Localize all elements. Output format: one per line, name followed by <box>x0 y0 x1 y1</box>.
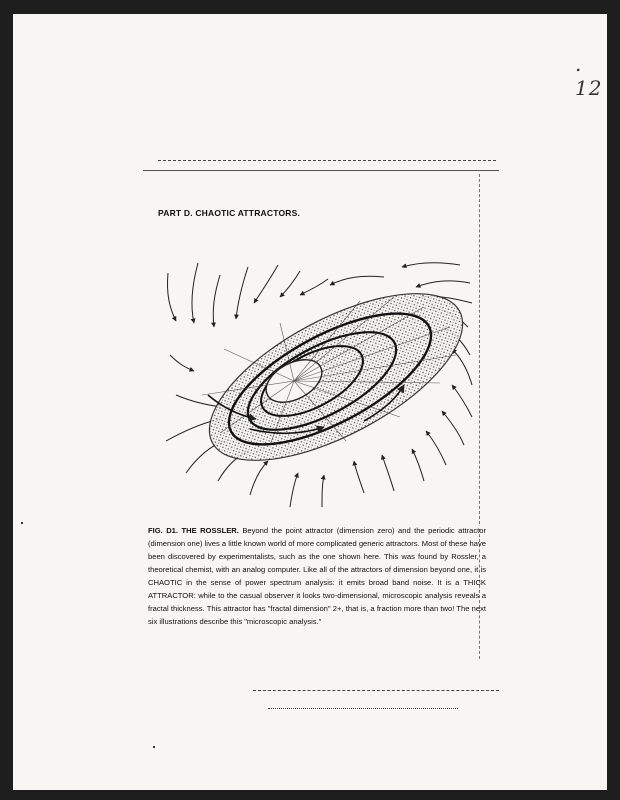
page-number: . 12 <box>575 52 603 100</box>
caption-label: FIG. D1. THE ROSSLER. <box>148 526 239 535</box>
bottom-rule-upper <box>253 690 499 691</box>
rossler-attractor-figure <box>150 245 485 515</box>
top-rule-upper <box>158 160 496 161</box>
caption-body: Beyond the point attractor (dimension zero) and the periodic attractor (dimension one) lives a little known world of more complicated generic attractors. Most of these have been discovered by experimentalists, such as the one shown here. This was found by Rossler, a theoretical chemist, with an analog computer. Like all of the attractors of dimension beyond one, it is CHAOTIC in the sense of power spectrum analysis: it emits broad band noise. It is a THICK ATTRACTOR: while to the casual observer it looks two-dimensional, microscopic analysis reveals a fractal thickness. This attractor has "fractal dimension" 2+, that is, a fraction more than two! The next six illustrations describe this "microscopic analysis." <box>148 526 486 626</box>
margin-mark <box>21 522 23 524</box>
bottom-rule-lower <box>268 708 458 709</box>
figure-caption <box>148 524 486 628</box>
document-page <box>13 14 607 790</box>
top-rule-lower <box>143 170 499 171</box>
part-heading: PART D. CHAOTIC ATTRACTORS. <box>158 208 301 218</box>
attractor-disk <box>185 260 485 494</box>
margin-mark <box>153 746 155 748</box>
